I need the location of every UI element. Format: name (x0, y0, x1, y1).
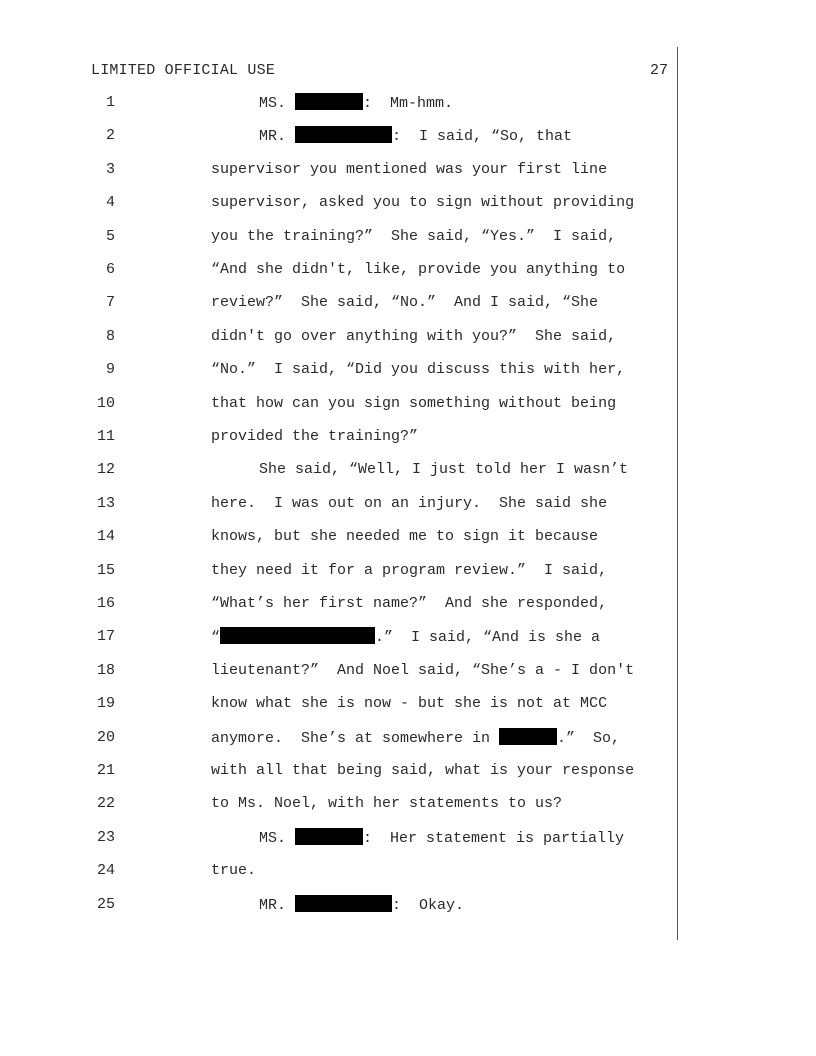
line-text (211, 327, 616, 347)
text-segment: didn't go over anything with you?” She said, (211, 327, 617, 345)
line-text (211, 694, 607, 714)
text-segment: MS. (259, 829, 296, 847)
text-segment: .” So, (557, 729, 621, 747)
line-number: 11 (96, 428, 115, 445)
line-text (211, 427, 418, 447)
line-number: 22 (96, 795, 115, 813)
transcript-line (0, 861, 816, 881)
transcript-line (0, 427, 816, 447)
transcript-line (0, 327, 816, 347)
line-text (211, 794, 562, 814)
line-number: 3 (105, 160, 115, 178)
transcript-line (0, 126, 816, 146)
line-number: 17 (96, 628, 115, 646)
text-segment: review?” She said, “No.” And I said, “She (211, 294, 599, 312)
line-text (211, 160, 607, 180)
line-text (211, 360, 625, 380)
text-segment: provided the training?” (211, 428, 419, 445)
line-text (211, 861, 256, 881)
line-number: 25 (96, 895, 115, 913)
line-text (259, 93, 453, 114)
transcript-line (0, 828, 816, 848)
classification-header: LIMITED OFFICIAL USE (91, 62, 276, 79)
text-segment: they need it for a program review.” I said, (211, 561, 608, 579)
line-number: 13 (96, 494, 115, 512)
line-number: 9 (105, 361, 115, 379)
redaction-block (295, 93, 363, 110)
line-text (211, 761, 634, 781)
line-number: 24 (96, 862, 115, 880)
line-number: 21 (96, 762, 115, 779)
text-segment: .” I said, “And is she a (375, 629, 601, 647)
transcript-line (0, 227, 816, 247)
transcript-line (0, 394, 816, 414)
transcript-line (0, 527, 816, 547)
line-number: 23 (96, 828, 115, 846)
text-segment: “No.” I said, “Did you discuss this with her, (211, 361, 626, 379)
transcript-line (0, 160, 816, 180)
transcript-line (0, 627, 816, 647)
transcript-line (0, 794, 816, 814)
redaction-block (295, 895, 392, 912)
text-segment: you the training?” She said, “Yes.” I said, (211, 227, 617, 245)
transcript-line (0, 193, 816, 213)
transcript-line (0, 561, 816, 581)
text-segment: “And she didn't, like, provide you anything to (211, 261, 626, 278)
line-number: 20 (96, 728, 115, 746)
text-segment: : Okay. (392, 896, 465, 914)
line-number: 18 (96, 661, 115, 679)
transcript-line (0, 360, 816, 380)
text-segment: here. I was out on an injury. She said she (211, 494, 608, 512)
line-number: 6 (105, 261, 115, 278)
transcript-line (0, 661, 816, 681)
line-text (259, 126, 572, 147)
line-text (211, 227, 616, 247)
text-segment: supervisor, asked you to sign without providing (211, 194, 635, 212)
page-number: 27 (649, 62, 668, 79)
line-number: 14 (96, 528, 115, 546)
line-text (211, 260, 625, 280)
line-text (211, 193, 634, 213)
text-segment: to Ms. Noel, with her statements to us? (211, 795, 563, 813)
line-number: 2 (105, 127, 115, 145)
line-number: 15 (96, 561, 115, 579)
line-text (259, 828, 624, 849)
text-segment: : Her statement is partially (363, 829, 625, 847)
redaction-block (220, 627, 375, 644)
transcript-line (0, 293, 816, 313)
line-number: 10 (96, 394, 115, 412)
text-segment: knows, but she needed me to sign it because (211, 528, 599, 546)
transcript-line (0, 895, 816, 915)
transcript-line (0, 494, 816, 514)
transcript-line (0, 594, 816, 614)
line-text (259, 895, 464, 916)
transcript-line (0, 260, 816, 280)
line-text (211, 728, 620, 749)
redaction-block (295, 126, 392, 143)
text-segment: She said, “Well, I just told her I wasn’t (259, 461, 629, 479)
line-text (211, 594, 607, 614)
transcript-line (0, 694, 816, 714)
line-number: 5 (105, 227, 115, 245)
line-text (259, 460, 628, 480)
line-number: 7 (105, 294, 115, 312)
text-segment: that how can you sign something without being (211, 394, 617, 412)
text-segment: MR. (259, 896, 296, 914)
line-number: 19 (96, 695, 115, 713)
line-text (211, 627, 600, 648)
transcript-line (0, 761, 816, 781)
text-segment: lieutenant?” And Noel said, “She’s a - I don't (211, 661, 635, 679)
transcript-line (0, 93, 816, 113)
text-segment: : Mm-hmm. (363, 95, 454, 112)
text-segment: know what she is now - but she is not at MCC (211, 695, 608, 713)
text-segment: with all that being said, what is your response (211, 762, 635, 779)
transcript-line (0, 460, 816, 480)
line-text (211, 561, 607, 581)
text-segment: : I said, “So, that (392, 128, 573, 146)
line-number: 12 (96, 461, 115, 479)
line-text (211, 527, 598, 547)
line-number: 1 (105, 94, 115, 111)
text-segment: MS. (259, 95, 296, 112)
text-segment: true. (211, 862, 257, 880)
line-number: 4 (105, 194, 115, 212)
line-text (211, 394, 616, 414)
line-text (211, 293, 598, 313)
text-segment: anymore. She’s at somewhere in (211, 729, 500, 747)
line-text (211, 494, 607, 514)
redaction-block (499, 728, 557, 745)
line-text (211, 661, 634, 681)
text-segment: “ (211, 629, 221, 647)
line-number: 8 (105, 327, 115, 345)
line-number: 16 (96, 595, 115, 612)
text-segment: “What’s her first name?” And she responded, (211, 595, 608, 612)
text-segment: supervisor you mentioned was your first line (211, 160, 608, 178)
text-segment: MR. (259, 128, 296, 146)
redaction-block (295, 828, 363, 845)
transcript-line (0, 728, 816, 748)
